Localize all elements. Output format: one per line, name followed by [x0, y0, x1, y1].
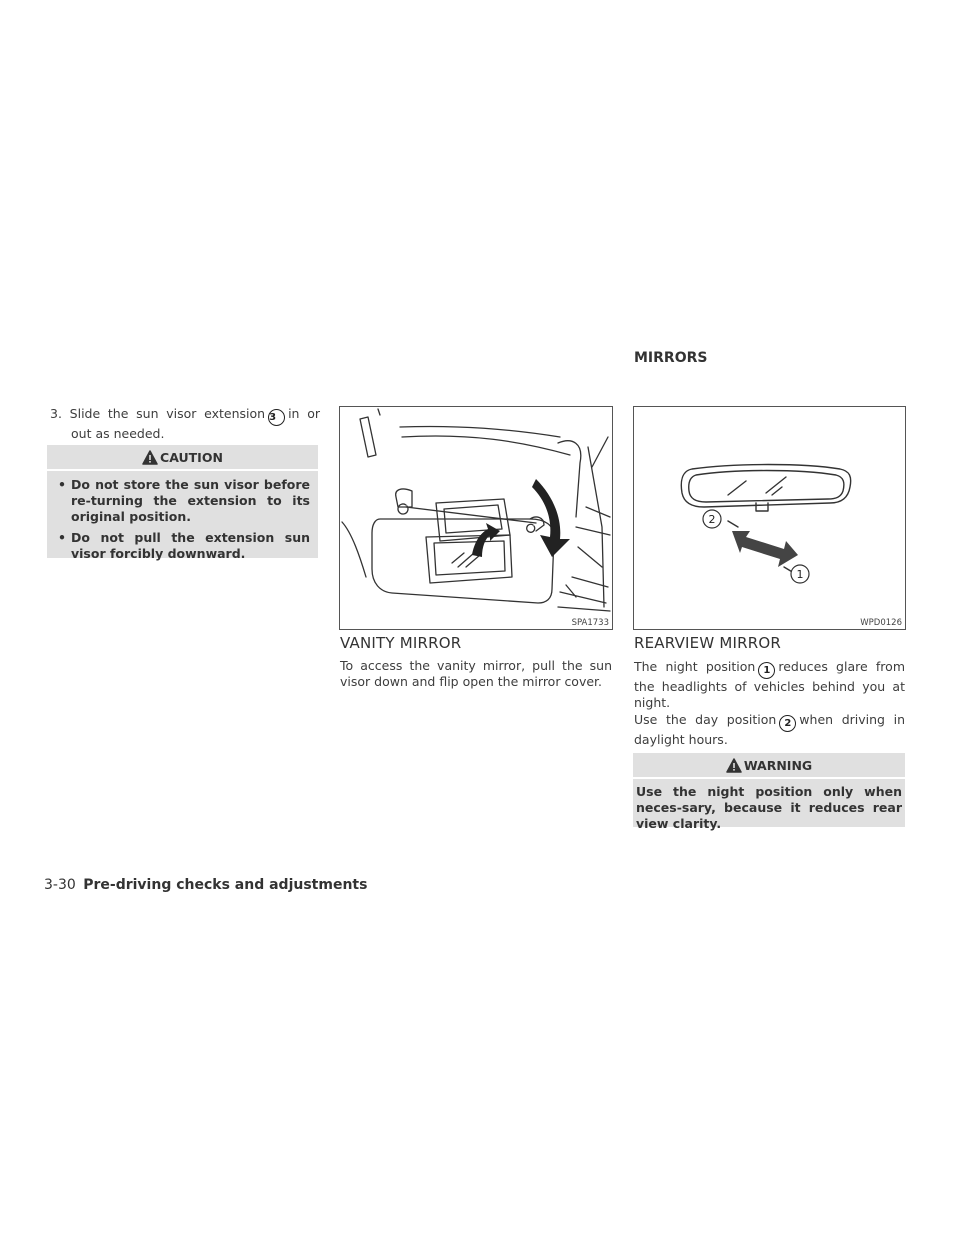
step-text-line2: out as needed. [71, 426, 165, 441]
step-text: Slide the sun visor extension [69, 406, 266, 421]
step-3 [50, 406, 320, 442]
step-number: 3. [50, 406, 62, 421]
marker-1: 1 [758, 662, 775, 679]
vanity-mirror-text: To access the vanity mirror, pull the sun visor down and flip open the mirror cover. [340, 658, 612, 689]
vanity-mirror-figure [339, 406, 613, 630]
p1-text: The night position [634, 659, 756, 674]
p2-text: Use the day position [634, 712, 777, 727]
page-number: 3-30 [44, 877, 76, 893]
caution-title: CAUTION [160, 449, 223, 465]
chapter-title: Pre-driving checks and adjustments [83, 877, 368, 893]
page-footer [44, 877, 367, 893]
figure-code: WPD0126 [860, 618, 902, 628]
caution-item: • Do not store the sun visor before re-turning the extension to its original position. [56, 477, 310, 525]
section-title: MIRRORS [634, 350, 708, 366]
figure-label-1: 1 [796, 568, 804, 581]
caution-box [47, 445, 318, 561]
rearview-paragraph-1 [634, 659, 905, 711]
warning-text: Use the night position only when neces-sary, because it reduces rear view clarity. [636, 784, 902, 831]
p1-text-cont: reduces glare from the headlights of vehicles behind you at night. [634, 659, 905, 710]
marker-2: 2 [779, 715, 796, 732]
vanity-mirror-heading: VANITY MIRROR [340, 634, 462, 652]
caution-item: • Do not pull the extension sun visor forcibly downward. [56, 530, 310, 562]
rearview-mirror-illustration [634, 407, 905, 629]
warning-title: WARNING [743, 757, 813, 773]
rearview-paragraph-2 [634, 712, 905, 748]
p2-text-cont: when driving in daylight hours. [634, 712, 906, 747]
warning-triangle-icon [142, 450, 158, 465]
rearview-mirror-figure [633, 406, 906, 630]
step-text-cont: in or [288, 406, 320, 421]
figure-code: SPA1733 [571, 618, 609, 628]
rearview-mirror-heading: REARVIEW MIRROR [634, 634, 781, 652]
vanity-mirror-illustration [340, 407, 612, 629]
caution-header [47, 445, 318, 471]
marker-3: 3 [268, 409, 285, 426]
figure-label-2: 2 [708, 513, 716, 526]
warning-box [633, 753, 905, 831]
warning-header [633, 753, 905, 779]
warning-triangle-icon [726, 758, 742, 773]
caution-list [47, 471, 318, 569]
